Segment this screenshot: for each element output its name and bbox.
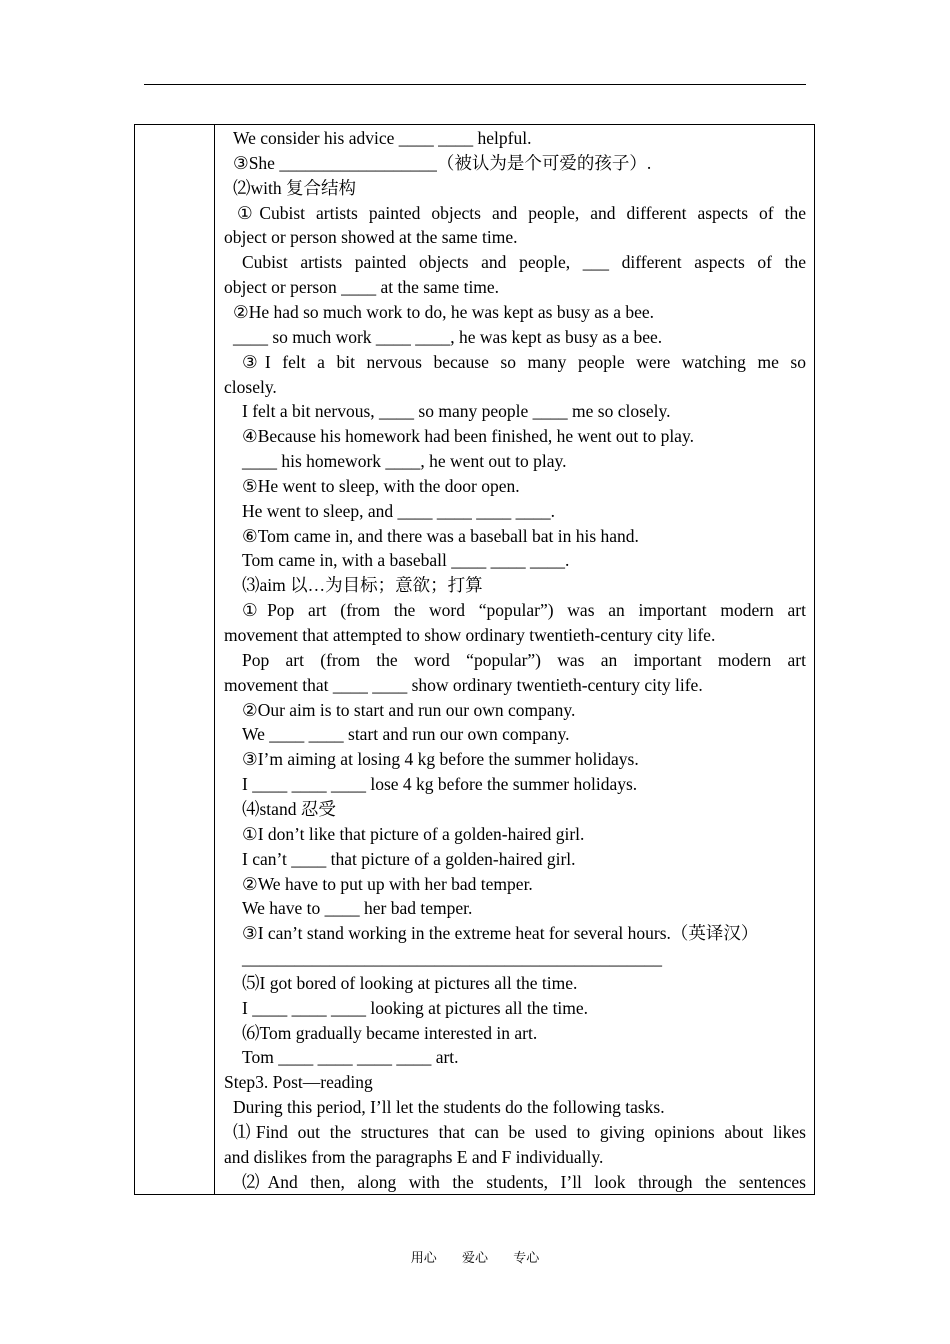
text-line: He went to sleep, and ____ ____ ____ ____. xyxy=(242,500,556,521)
text-line: ②Our aim is to start and run our own company. xyxy=(242,699,576,720)
text-line: ⑶aim 以…为目标；意欲；打算 xyxy=(242,575,483,596)
text-line: Step3. Post—reading xyxy=(224,1072,373,1093)
text-line: movement that attempted to show ordinary twentieth-century city life. xyxy=(224,625,716,645)
text-line: ⑴Find out the structures that can be used to giving opinions about likes xyxy=(233,1122,806,1142)
text-line: During this period, I’ll let the students do the following tasks. xyxy=(233,1097,665,1118)
text-line: We consider his advice ____ ____ helpful. xyxy=(233,128,532,148)
text-line: ①I don’t like that picture of a golden-haired girl. xyxy=(242,823,585,844)
header-rule xyxy=(144,84,806,85)
text-line: closely. xyxy=(224,376,277,397)
text-line: ⑤He went to sleep, with the door open. xyxy=(242,475,520,496)
text-line: movement that ____ ____ show ordinary twentieth-century city life. xyxy=(224,674,703,695)
text-line: ⑷stand 忍受 xyxy=(242,798,336,819)
text-line: ____ his homework ____, he went out to play. xyxy=(242,451,567,472)
text-line: We ____ ____ start and run our own company. xyxy=(242,724,570,745)
text-line: ①Cubist artists painted objects and people, and different aspects of the xyxy=(237,202,806,223)
text-line: ③I can’t stand working in the extreme heat for several hours.（英译汉） xyxy=(242,923,759,944)
text-line: ⑥Tom came in, and there was a baseball bat in his hand. xyxy=(242,525,639,546)
text-line: object or person showed at the same time. xyxy=(224,227,518,248)
text-line: ②We have to put up with her bad temper. xyxy=(242,873,533,894)
text-line: ③I’m aiming at losing 4 kg before the summer holidays. xyxy=(242,749,639,770)
text-line: ____ so much work ____ ____, he was kept as busy as a bee. xyxy=(233,326,663,347)
text-line: ③She __________________（被认为是个可爱的孩子）. xyxy=(233,152,652,173)
text-line: ⑹Tom gradually became interested in art. xyxy=(242,1022,538,1043)
text-line: I felt a bit nervous, ____ so many people ____ me so closely. xyxy=(242,401,671,422)
text-line: Cubist artists painted objects and people, ___ different aspects of the xyxy=(242,252,806,273)
text-line: I can’t ____ that picture of a golden-haired girl. xyxy=(242,848,576,869)
text-line: object or person ____ at the same time. xyxy=(224,277,500,298)
page-footer: 用心 爱心 专心 xyxy=(410,1250,540,1265)
lesson-table xyxy=(134,124,815,1195)
text-line: We have to ____ her bad temper. xyxy=(242,898,473,919)
text-line: I ____ ____ ____ looking at pictures all the time. xyxy=(242,997,589,1018)
text-line: I ____ ____ ____ lose 4 kg before the summer holidays. xyxy=(242,774,638,795)
text-line: ③I felt a bit nervous because so many people were watching me so xyxy=(242,351,806,372)
text-line: Tom came in, with a baseball ____ ____ ____. xyxy=(242,550,570,571)
text-line: ⑸I got bored of looking at pictures all the time. xyxy=(242,972,578,993)
text-line: ①Pop art (from the word “popular”) was an important modern art xyxy=(242,600,806,621)
text-line: and dislikes from the paragraphs E and F individually. xyxy=(224,1146,604,1167)
text-line: ⑵And then, along with the students, I’ll look through the sentences xyxy=(242,1171,806,1192)
text-line: Pop art (from the word “popular”) was an important modern art xyxy=(242,649,806,670)
text-line: ④Because his homework had been finished, he went out to play. xyxy=(242,426,694,447)
text-line: ⑵with 复合结构 xyxy=(233,177,356,198)
text-line: ②He had so much work to do, he was kept as busy as a bee. xyxy=(233,301,655,322)
text-line: ________________________________________________ xyxy=(242,948,662,969)
text-line: Tom ____ ____ ____ ____ art. xyxy=(242,1047,459,1068)
table-left-column xyxy=(135,125,215,1194)
